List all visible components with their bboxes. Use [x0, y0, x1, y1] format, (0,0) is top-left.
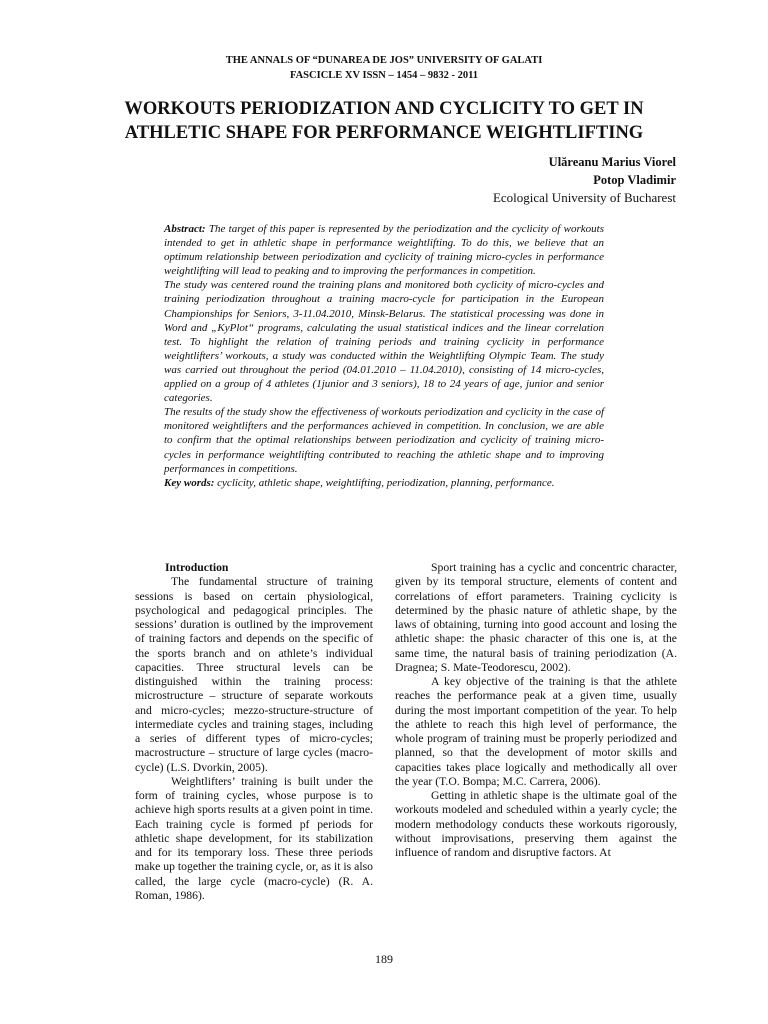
- keywords-label: Key words:: [164, 476, 215, 489]
- abstract-p3: The results of the study show the effectiveness of workouts periodization and cyclicity in the case of monitored weightlifters and the performances achieved in competition. In conclusion, we are able to confirm that the optimal relationships between periodization and cyclicity of training micro-cycles in performance weightlifting contributed to reaching the athletic shape and to improving performances in competitions.: [164, 406, 604, 475]
- body-column-right: [395, 561, 677, 860]
- affiliation: Ecological University of Bucharest: [492, 190, 676, 205]
- body-column-left: [135, 561, 373, 903]
- paragraph-right-3: Getting in athletic shape is the ultimate goal of the workouts modeled and scheduled within a yearly cycle; the modern methodology conducts these workouts rigorously, without improvisations, preserving them against the influence of random and disruptive factors. At: [395, 789, 677, 859]
- abstract-p1: [164, 222, 604, 278]
- author-block: [493, 153, 676, 207]
- keywords: [164, 476, 604, 490]
- author-1: Ulăreanu Marius Viorel: [548, 155, 676, 169]
- paragraph-right-2: A key objective of the training is that the athlete reaches the performance peak at a given time, usually during the most important competition of the year. To help the athlete to reach this high level of performance, the whole program of training must be properly periodized and planned, so that the development of motor skills and capacities takes place logically and methodically all over the year (T.O. Bompa; M.C. Carrera, 2006).: [395, 675, 677, 788]
- title-line-1: WORKOUTS PERIODIZATION AND CYCLICITY TO GET IN: [124, 99, 644, 119]
- paragraph-left-2: Weightlifters’ training is built under the form of training cycles, whose purpose is to achieve high sports results at a given point in time. Each training cycle is formed pf periods for athletic shape development, for its stabilization and for its temporary loss. These three periods make up together the training cycle, or, as it is also called, the large cycle (macro-cycle) (R. A. Roman, 1986).: [135, 774, 373, 902]
- title-line-2: ATHLETIC SHAPE FOR PERFORMANCE WEIGHTLIFTING: [124, 123, 644, 143]
- paragraph-left-1: The fundamental structure of training sessions is based on certain physiological, psychological and pedagogical principles. The sessions’ duration is outlined by the improvement of training factors and depends on the specific of the sports branch and on athlete’s individual capacities. Three structural levels can be distinguished within the training process: microstructure – structure of separate workouts and micro-cycles; mezzo-structure-structure of intermediate cycles and training stages, including a series of different types of micro-cycles; macrostructure – structure of large cycles (macro-cycle) (L.S. Dvorkin, 2005).: [135, 575, 373, 774]
- abstract-text-1: The target of this paper is represented by the periodization and the cyclicity of workouts intended to get in athletic shape in performance weightlifting. To do this, we believe that an optimum relationship between periodization and cyclicity of training micro-cycles in performance weightlifting will lead to peaking and to improving the performances in competition.: [164, 223, 604, 278]
- paper-title: [60, 97, 708, 145]
- author-2: Potop Vladimir: [593, 173, 676, 187]
- section-heading-introduction: Introduction: [165, 561, 229, 574]
- journal-header: [0, 53, 768, 83]
- journal-issn: FASCICLE XV ISSN – 1454 – 9832 - 2011: [289, 70, 479, 81]
- abstract: [164, 222, 604, 490]
- journal-name: THE ANNALS OF “DUNAREA DE JOS” UNIVERSITY OF GALATI: [225, 55, 543, 66]
- keywords-text: cyclicity, athletic shape, weightlifting, periodization, planning, performance.: [214, 476, 555, 489]
- paragraph-right-1: Sport training has a cyclic and concentric character, given by its temporal structure, elements of content and correlations of effort parameters. Training cyclicity is determined by the phasic nature of athletic shape, by the laws of obtaining, turning into good account and losing the athletic shape: the phasic character of this one is, at the same time, the natural basis of training periodization (A. Dragnea; S. Mate-Teodorescu, 2002).: [395, 561, 677, 674]
- page-number: 189: [375, 952, 393, 966]
- abstract-label: Abstract:: [164, 223, 206, 235]
- abstract-p2: The study was centered round the training plans and monitored both cyclicity of micro-cycles and training periodization throughout a training macro-cycle for participation in the European Championships for Seniors, 3-11.04.2010, Minsk-Belarus. The statistical processing was done in Word and „KyPlot“ programs, calculating the usual statistical indices and the linear correlation test. To highlight the relation of training periods and training cyclicity in performance weightlifters’ workouts, a study was conducted within the Weightlifting Olympic Team. The study was carried out throughout the period (04.01.2010 – 11.04.2010), consisting of 14 micro-cycles, applied on a group of 4 athletes (1junior and 3 seniors), 18 to 24 years of age, junior and senior categories.: [164, 279, 604, 405]
